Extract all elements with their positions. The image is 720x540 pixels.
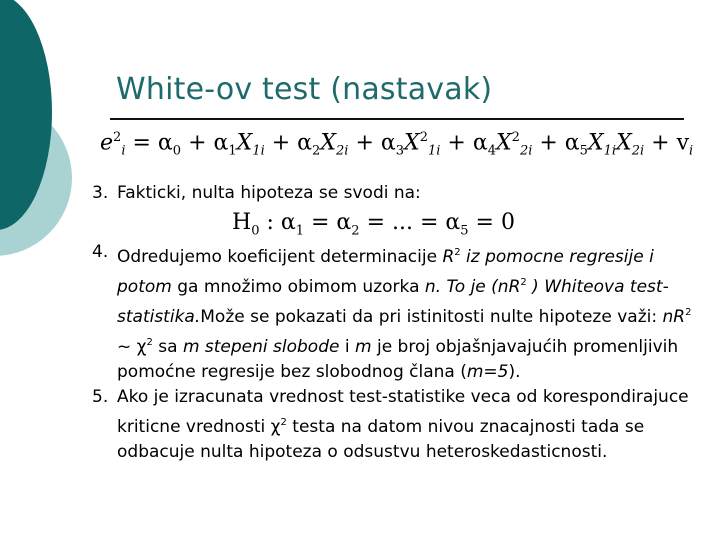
slide-title: White-ov test (nastavak) (116, 72, 493, 107)
slide-body (92, 181, 692, 465)
item-number: 4. (92, 242, 109, 262)
list-item-3 (92, 181, 692, 206)
auxiliary-regression-equation: $e^2_i = \alpha_0 + \alpha_1X_{1i} + \alpha_2X_{2i} + \alpha_3X^2_{1i} + \alpha_4X^2_{2i} + \alpha_5X_{1i}X_{2i} + v_i$ (100, 130, 694, 159)
item-number: 3. (92, 183, 109, 203)
item-number: 5. (92, 387, 109, 407)
list-item-4: 4. Odredujemo koeficijent determinacije $R^2$ iz pomocne regresije i potom ga množimo obimom uzorka n. To je ($nR^2$ ) Whiteova test-statistika.Može se pokazati da pri istinitosti nulte hipoteze važi: $nR^2$ ~ $\chi^2$ sa m stepeni slobode i m je broj objašnjavajućih promenljivih pomoćne regresije bez slobodnog člana (m=5). (92, 242, 692, 382)
title-underline (110, 118, 684, 120)
null-hypothesis-equation: $H_0$ : $\alpha_1 = \alpha_2$ = ... = $\alpha_5 = 0$ (232, 210, 515, 239)
list-item-5: 5. Ako je izracunata vrednost test-statistike veca od korespondirajuce kriticne vrednosti $\chi^2$ testa na datom nivou znacajnosti tada se odbacuje nulta hipoteza o odsustvu heteroskedasticnosti. (92, 387, 689, 462)
item-text: Fakticki, nulta hipoteza se svodi na: (117, 183, 421, 203)
